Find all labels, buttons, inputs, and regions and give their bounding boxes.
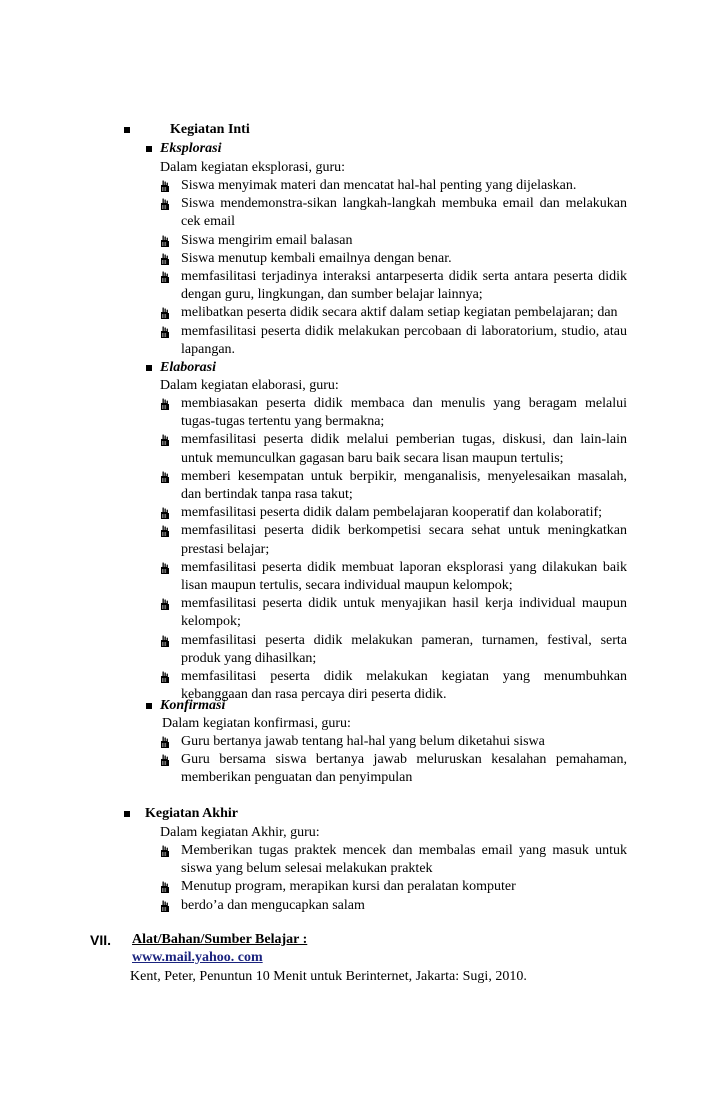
hand-bullet-icon [160, 634, 170, 648]
section-title [132, 931, 307, 949]
hand-bullet-icon [160, 597, 170, 611]
hand-bullet-icon [160, 179, 170, 193]
list-item-line: Siswa mendemonstra-sikan langkah-langkah membuka email dan melakukan [181, 196, 627, 212]
list-item-line: memfasilitasi peserta didik berkompetisi secara sehat untuk meningkatkan [181, 523, 627, 539]
hand-bullet-icon [160, 880, 170, 894]
hand-bullet-icon [160, 844, 170, 858]
bullet-square-icon [124, 127, 130, 133]
list-item-line: dan bertindak tanpa rasa takut; [181, 487, 353, 502]
hand-bullet-icon [160, 325, 170, 339]
bullet-square-icon [146, 146, 152, 152]
list-item-line: memfasilitasi peserta didik melakukan kegiatan yang menumbuhkan [181, 669, 627, 684]
hand-bullet-icon [160, 524, 170, 538]
list-item-line: memfasilitasi peserta didik membuat laporan eksplorasi yang dilakukan baik [181, 559, 627, 575]
konfirmasi-intro: Dalam kegiatan konfirmasi, guru: [162, 716, 351, 731]
heading-elaborasi: Elaborasi [160, 360, 217, 375]
list-item-line: membiasakan peserta didik membaca dan menulis yang beragam melalui [181, 396, 627, 411]
eksplorasi-intro: Dalam kegiatan eksplorasi, guru: [160, 160, 346, 175]
list-item-line: prestasi belajar; [181, 541, 270, 557]
list-item-line: Siswa menutup kembali emailnya dengan benar. [181, 250, 452, 266]
hand-bullet-icon [160, 397, 170, 411]
hand-bullet-icon [160, 252, 170, 266]
list-item-line: memfasilitasi peserta didik melalui pemberian tugas, diskusi, dan lain-lain [181, 432, 627, 448]
list-item-line: Siswa menyimak materi dan mencatat hal-hal penting yang dijelaskan. [181, 178, 577, 193]
list-item-line: lisan maupun tertulis, secara individual maupun kelompok; [181, 578, 513, 593]
list-item-line: Guru bersama siswa bertanya jawab meluruskan kesalahan pemahaman, [181, 752, 627, 768]
hand-bullet-icon [160, 670, 170, 684]
list-item-line: lapangan. [181, 341, 236, 357]
hand-bullet-icon [160, 433, 170, 447]
heading-kegiatan-inti: Kegiatan Inti [170, 122, 250, 137]
list-item-line: memberikan penguatan dan penyimpulan [181, 770, 413, 786]
list-item-line: Menutup program, merapikan kursi dan peralatan komputer [181, 879, 516, 895]
yahoo-mail-link-wrapper [132, 949, 263, 967]
hand-bullet-icon [160, 561, 170, 575]
list-item-line: melibatkan peserta didik secara aktif dalam setiap kegiatan pembelajaran; dan [181, 305, 618, 321]
list-item-line: berdo’a dan mengucapkan salam [181, 897, 365, 913]
list-item-line: memfasilitasi peserta didik untuk menyajikan hasil kerja individual maupun [181, 596, 627, 612]
section-title-text: Alat/Bahan/Sumber Belajar : [132, 932, 308, 947]
hand-bullet-icon [160, 899, 170, 913]
list-item-line: memberi kesempatan untuk berpikir, menganalisis, menyelesaikan masalah, [181, 468, 627, 484]
hand-bullet-icon [160, 270, 170, 284]
list-item-line: kelompok; [181, 614, 241, 630]
list-item-line: tugas-tugas tertentu yang bermakna; [181, 414, 385, 430]
list-item-line: Siswa mengirim email balasan [181, 232, 353, 248]
heading-eksplorasi: Eksplorasi [160, 141, 222, 156]
list-item-line: memfasilitasi peserta didik dalam pembelajaran kooperatif dan kolaboratif; [181, 505, 603, 521]
list-item-line: untuk memunculkan gagasan baru baik secara lisan maupun tertulis; [181, 450, 564, 466]
bullet-square-icon [146, 365, 152, 371]
hand-bullet-icon [160, 197, 170, 211]
yahoo-mail-link[interactable]: www.mail.yahoo. com [132, 950, 263, 965]
section-number: VII. [90, 932, 112, 948]
hand-bullet-icon [160, 753, 170, 767]
hand-bullet-icon [160, 735, 170, 749]
list-item-line: kebanggaan dan rasa percaya diri peserta didik. [181, 687, 447, 703]
list-item-line: Guru bertanya jawab tentang hal-hal yang belum diketahui siswa [181, 734, 545, 749]
list-item-line: Memberikan tugas praktek mencek dan membalas email yang masuk untuk [181, 843, 627, 858]
list-item-line: cek email [181, 214, 236, 230]
list-item-line: memfasilitasi peserta didik melakukan percobaan di laboratorium, studio, atau [181, 323, 627, 339]
heading-konfirmasi: Konfirmasi [160, 698, 226, 713]
list-item-line: memfasilitasi peserta didik melakukan pameran, turnamen, festival, serta [181, 632, 627, 648]
list-item-line: memfasilitasi terjadinya interaksi antarpeserta didik serta antara peserta didik [181, 269, 627, 284]
bullet-square-icon [146, 703, 152, 709]
reference-text: Kent, Peter, Penuntun 10 Menit untuk Berinternet, Jakarta: Sugi, 2010. [130, 969, 527, 984]
list-item-line: produk yang dihasilkan; [181, 650, 317, 666]
hand-bullet-icon [160, 506, 170, 520]
hand-bullet-icon [160, 306, 170, 320]
akhir-intro: Dalam kegiatan Akhir, guru: [160, 825, 320, 840]
hand-bullet-icon [160, 234, 170, 248]
elaborasi-intro: Dalam kegiatan elaborasi, guru: [160, 378, 339, 393]
bullet-square-icon [124, 811, 130, 817]
hand-bullet-icon [160, 470, 170, 484]
list-item-line: dengan guru, lingkungan, dan sumber belajar lainnya; [181, 287, 483, 303]
list-item-line: siswa yang belum selesai melakukan praktek [181, 861, 433, 877]
heading-kegiatan-akhir: Kegiatan Akhir [145, 806, 238, 821]
